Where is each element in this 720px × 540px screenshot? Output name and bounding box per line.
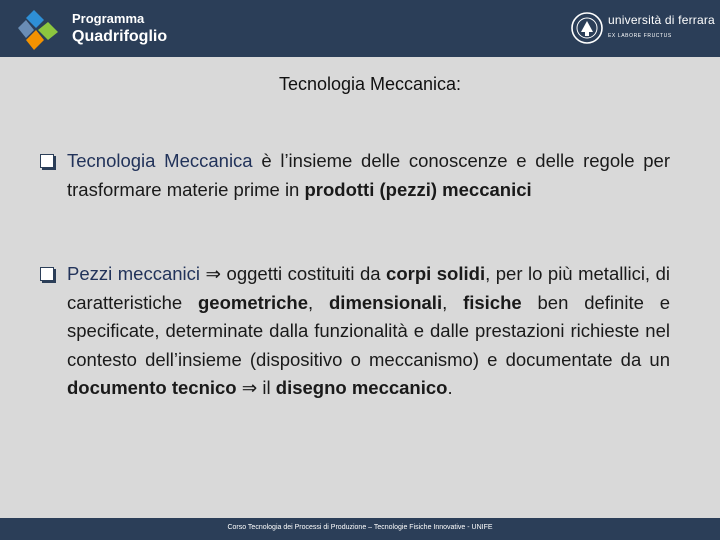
- bullet1-bold: prodotti (pezzi) meccanici: [304, 178, 532, 200]
- bullet2-text: [67, 260, 670, 403]
- bullet1-text: [67, 147, 670, 204]
- bullet-tecnologia-meccanica: [40, 147, 670, 204]
- bullet2-bold-geometriche: geometriche: [198, 291, 309, 313]
- quadrifoglio-logo-icon: [14, 6, 62, 52]
- bullet2-bold-dimensionali: dimensionali: [329, 291, 443, 313]
- bullet2-bold-documento: documento tecnico: [67, 377, 237, 398]
- quadrifoglio-logo-text: [72, 10, 167, 46]
- university-motto: EX LABORE FRUCTUS: [608, 33, 672, 39]
- header-bar: [0, 0, 720, 57]
- bullet-pezzi-meccanici: [40, 260, 670, 403]
- university-emblem-icon: [571, 12, 603, 44]
- implies-arrow-icon: ⇒: [205, 263, 222, 284]
- bullet1-body: è l’insieme delle conoscenze e delle regole per trasformare materie prime in: [67, 150, 670, 200]
- footer-course-text: Corso Tecnologia dei Processi di Produzione – Tecnologie Fisiche Innovative - UNIFE: [227, 524, 493, 531]
- bullet2-part: il: [257, 377, 276, 398]
- university-name: università di ferrara: [608, 13, 715, 27]
- bullet2-bold-corpi: corpi solidi: [386, 263, 486, 284]
- bullet2-term: Pezzi meccanici: [67, 263, 200, 284]
- bullet2-bold-fisiche: fisiche: [463, 291, 522, 313]
- bullet1-term: Tecnologia Meccanica: [67, 150, 253, 171]
- bullet2-part: ,: [442, 291, 464, 313]
- logo-left-line2: Quadrifoglio: [72, 28, 168, 45]
- bullet2-part: oggetti costituiti da: [221, 263, 387, 284]
- bullet2-part: ,: [308, 291, 329, 313]
- university-logo-text: [608, 13, 715, 43]
- bullet2-part: ben definite e specificate, determinate dalla funzionalità e dalle prestazioni richieste nel contesto dell’insieme (dispositivo o meccanismo) e documentate da un: [67, 291, 671, 370]
- bullet2-bold-disegno: disegno meccanico: [275, 377, 448, 398]
- logo-left-line1: Programma: [72, 11, 145, 26]
- slide-title: Tecnologia Meccanica:: [278, 74, 462, 94]
- square-bullet-icon: [40, 154, 54, 168]
- footer-bar: [0, 518, 720, 540]
- bullet2-part: .: [447, 377, 453, 398]
- implies-arrow-icon: ⇒: [241, 377, 258, 398]
- bullet2-part: , per lo più metallici, di caratteristiche: [67, 263, 670, 313]
- square-bullet-icon: [40, 267, 54, 281]
